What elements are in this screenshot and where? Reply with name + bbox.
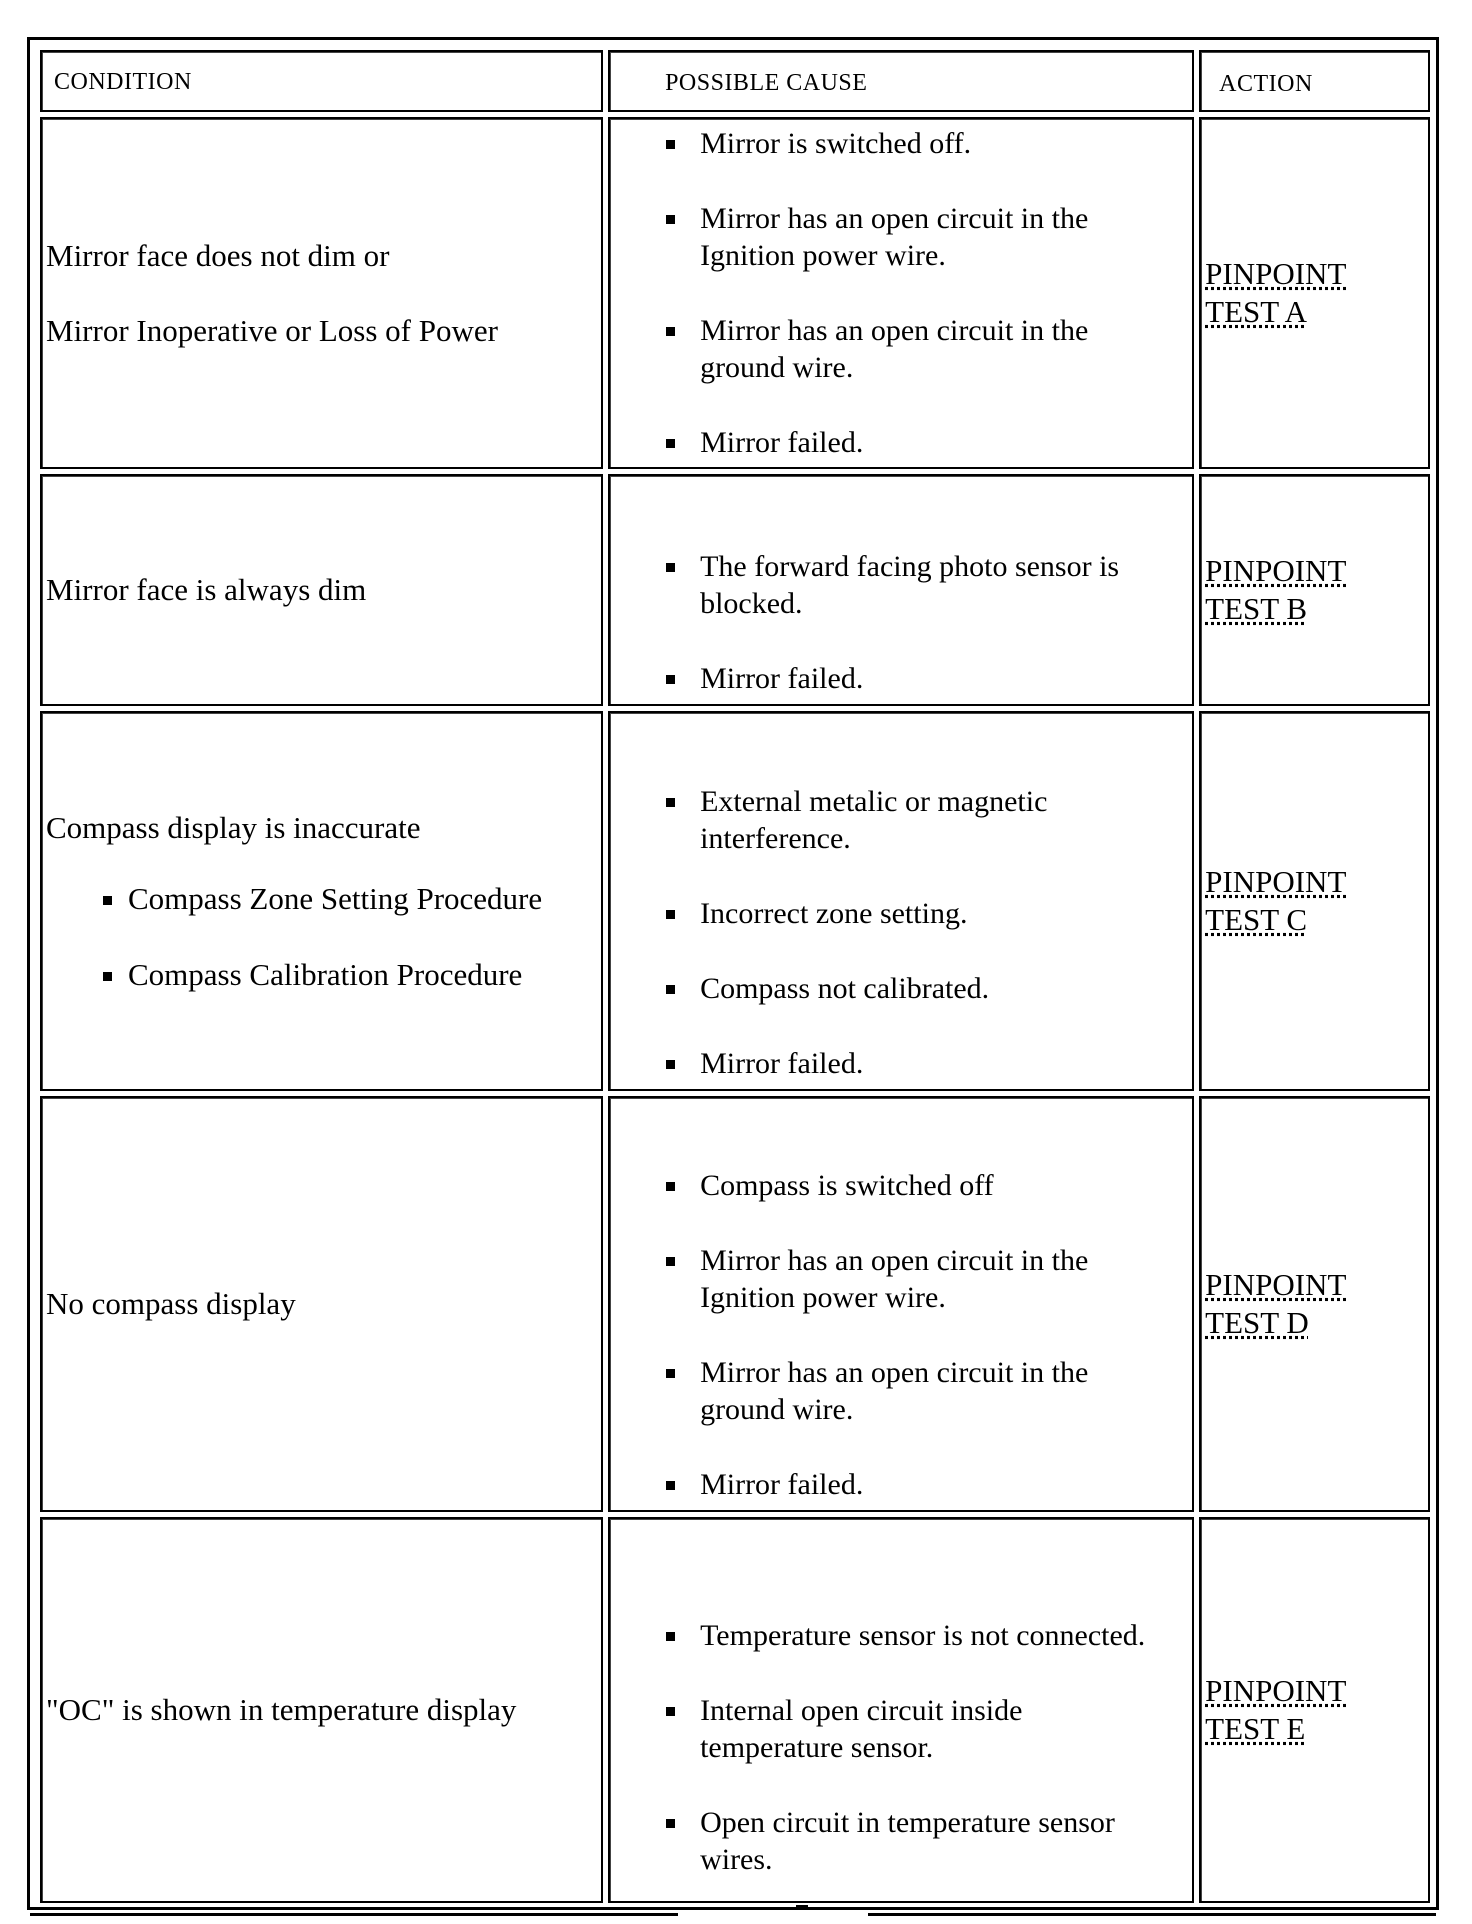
bullet-icon <box>666 215 675 224</box>
action-cell <box>1199 474 1430 706</box>
cause-item: External metalic or magnetic interference. <box>610 783 1192 857</box>
pinpoint-test-d-link[interactable]: PINPOINT TEST D <box>1205 1267 1347 1340</box>
page-break-line <box>30 1913 678 1916</box>
cause-item: Mirror failed. <box>610 1045 1192 1082</box>
condition-cell <box>40 711 603 1091</box>
table-row <box>40 1517 1430 1903</box>
bullet-icon <box>103 896 112 905</box>
procedure-list <box>46 880 601 992</box>
bullet-icon <box>666 563 675 572</box>
page-break-line <box>868 1913 1436 1916</box>
pinpoint-test-e-link[interactable]: PINPOINT TEST E <box>1205 1673 1347 1746</box>
cause-item: Mirror has an open circuit in the ground wire. <box>610 1354 1192 1428</box>
cause-item: Open circuit in temperature sensor wires. <box>610 1804 1192 1878</box>
diagnostic-table <box>35 45 1435 1908</box>
cause-item: Compass is switched off <box>610 1167 1192 1204</box>
page-break-mark <box>796 1905 808 1908</box>
cause-item: Incorrect zone setting. <box>610 895 1192 932</box>
condition-text: Mirror face does not dim or <box>46 237 390 273</box>
cause-item: The forward facing photo sensor is blocked. <box>610 548 1192 622</box>
bullet-icon <box>666 675 675 684</box>
bullet-icon <box>666 1481 675 1490</box>
header-action: ACTION <box>1199 50 1430 112</box>
table-row <box>40 711 1430 1091</box>
cause-cell <box>608 1517 1194 1903</box>
bullet-icon <box>666 1060 675 1069</box>
pinpoint-test-a-link[interactable]: PINPOINT TEST A <box>1205 256 1347 329</box>
condition-cell <box>40 1517 603 1903</box>
condition-text: Mirror Inoperative or Loss of Power <box>46 313 498 348</box>
action-cell <box>1199 1096 1430 1512</box>
bullet-icon <box>666 1632 675 1641</box>
bullet-icon <box>103 972 112 981</box>
bullet-icon <box>666 1369 675 1378</box>
cause-item: Temperature sensor is not connected. <box>610 1617 1192 1654</box>
header-condition: CONDITION <box>40 50 603 112</box>
bullet-icon <box>666 1182 675 1191</box>
cause-item: Mirror is switched off. <box>610 125 1192 162</box>
condition-text: "OC" is shown in temperature display <box>46 1692 517 1728</box>
condition-cell <box>40 1096 603 1512</box>
cause-item: Mirror has an open circuit in the Ignition power wire. <box>610 1242 1192 1316</box>
cause-item: Mirror failed. <box>610 660 1192 697</box>
condition-cell <box>40 117 603 469</box>
condition-cell <box>40 474 603 706</box>
bullet-icon <box>666 798 675 807</box>
header-row <box>40 50 1430 112</box>
procedure-item: Compass Calibration Procedure <box>46 956 601 993</box>
cause-item: Mirror has an open circuit in the ground wire. <box>610 312 1192 386</box>
cause-item: Compass not calibrated. <box>610 970 1192 1007</box>
bullet-icon <box>666 1819 675 1828</box>
cause-item: Mirror failed. <box>610 1466 1192 1503</box>
condition-text: Mirror face is always dim <box>46 572 367 608</box>
action-cell <box>1199 711 1430 1091</box>
condition-text: No compass display <box>46 1286 296 1322</box>
bullet-icon <box>666 1707 675 1716</box>
cause-cell <box>608 117 1194 469</box>
table-row <box>40 1096 1430 1512</box>
cause-item: Mirror failed. <box>610 424 1192 461</box>
action-cell <box>1199 117 1430 469</box>
bullet-icon <box>666 140 675 149</box>
bullet-icon <box>666 985 675 994</box>
procedure-item: Compass Zone Setting Procedure <box>46 880 601 917</box>
action-cell <box>1199 1517 1430 1903</box>
bullet-icon <box>666 910 675 919</box>
bullet-icon <box>666 327 675 336</box>
condition-text: Compass display is inaccurate <box>46 810 421 846</box>
cause-cell <box>608 474 1194 706</box>
cause-item: Internal open circuit inside temperature sensor. <box>610 1692 1192 1766</box>
bullet-icon <box>666 439 675 448</box>
pinpoint-test-b-link[interactable]: PINPOINT TEST B <box>1205 553 1347 626</box>
cause-cell <box>608 711 1194 1091</box>
cause-item: Mirror has an open circuit in the Ignition power wire. <box>610 200 1192 274</box>
header-possible-cause: POSSIBLE CAUSE <box>608 50 1194 112</box>
table-row <box>40 474 1430 706</box>
bullet-icon <box>666 1257 675 1266</box>
table-row <box>40 117 1430 469</box>
pinpoint-test-c-link[interactable]: PINPOINT TEST C <box>1205 864 1347 937</box>
cause-cell <box>608 1096 1194 1512</box>
